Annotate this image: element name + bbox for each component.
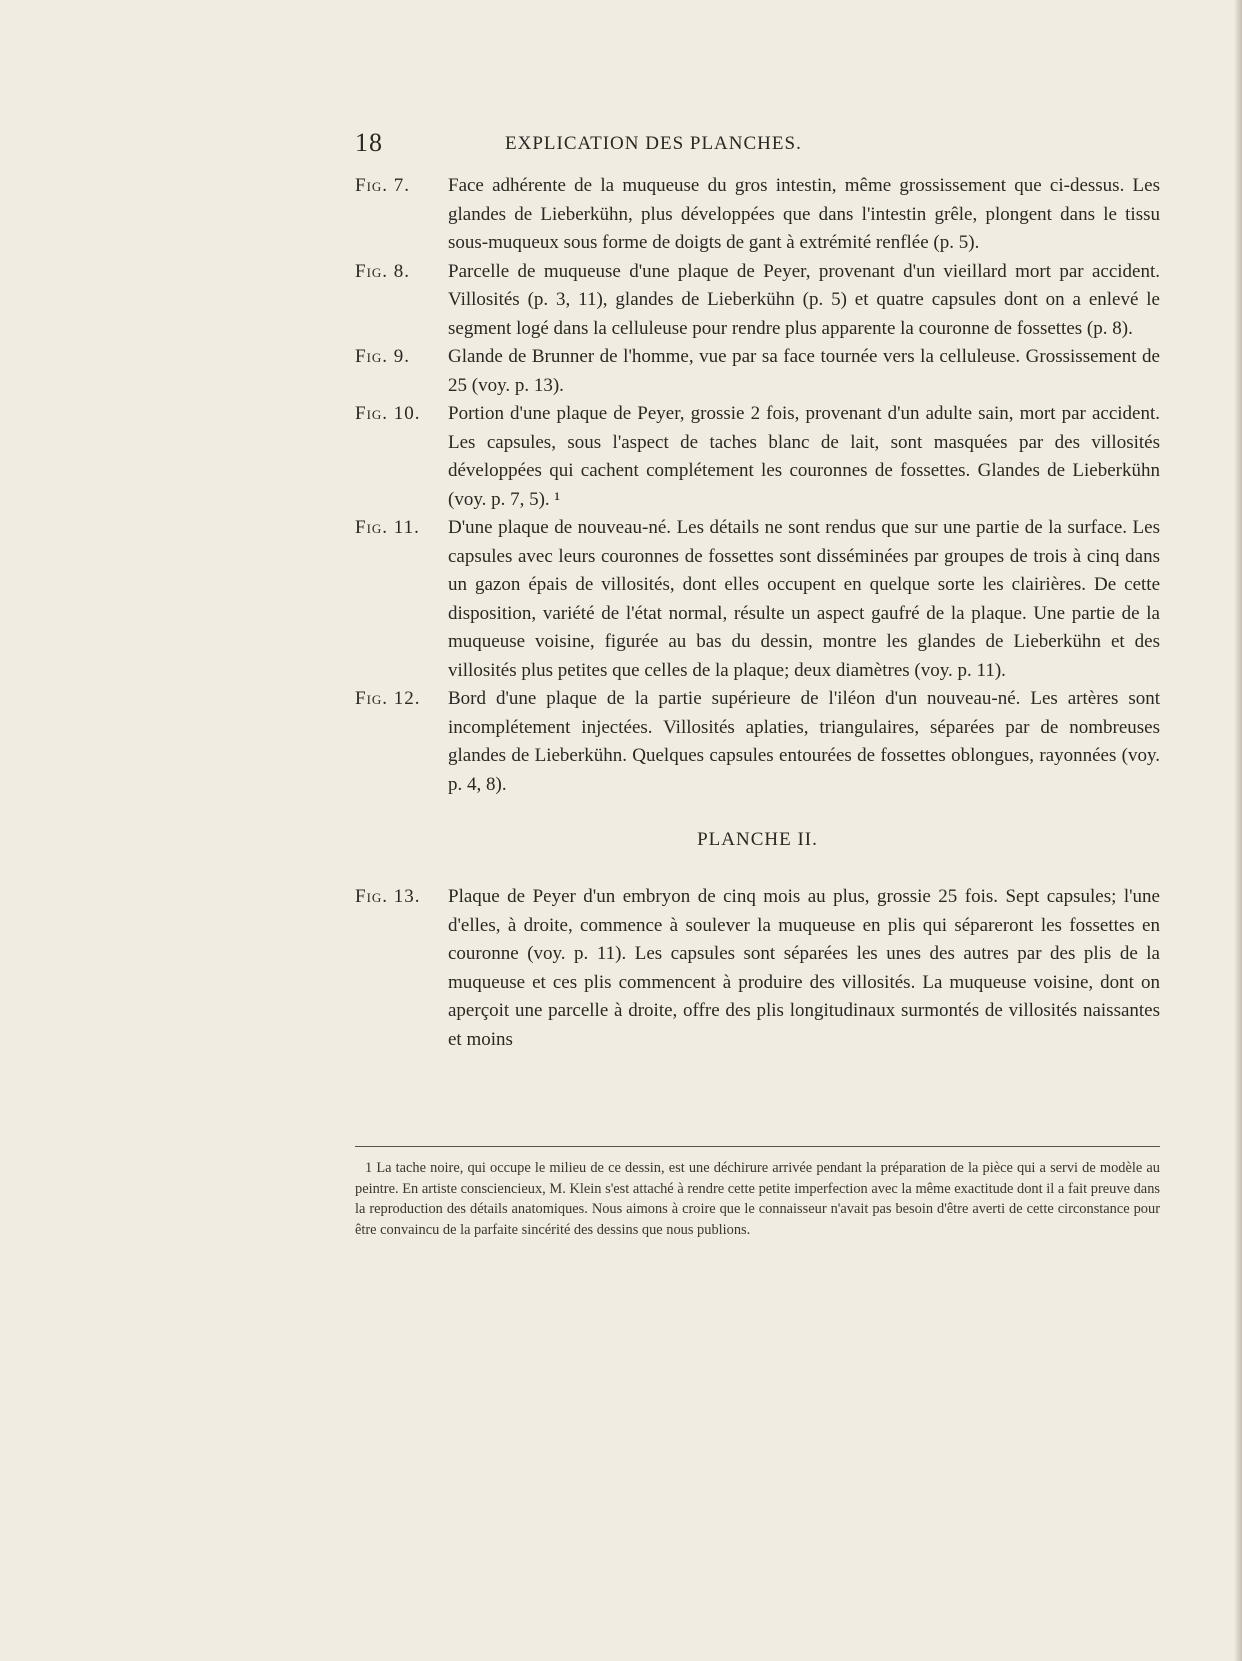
- figure-entry: [355, 514, 1160, 685]
- figure-description: Bord d'une plaque de la partie supérieure de l'iléon d'un nouveau-né. Les artères sont incomplétement injectées. Villosités aplaties, triangulaires, séparées par de nombreuses glandes de Lieberkühn. Quelques capsules entourées de fossettes oblongues, rayonnées (voy. p. 4, 8).: [448, 688, 1160, 795]
- page-edge-shadow: [1234, 0, 1242, 1661]
- figure-description: Glande de Brunner de l'homme, vue par sa face tournée vers la celluleuse. Grossissement de 25 (voy. p. 13).: [448, 346, 1160, 396]
- figure-label: Fig. 8.: [355, 260, 411, 282]
- figure-label: Fig. 12.: [355, 688, 421, 709]
- figure-entry: [355, 400, 1160, 514]
- figure-entries: [355, 172, 1160, 1054]
- figure-label: Fig. 7.: [355, 175, 411, 196]
- running-head-title: EXPLICATION DES PLANCHES.: [505, 133, 802, 154]
- figure-entry: [355, 883, 1160, 1054]
- footnote: 1 La tache noire, qui occupe le milieu de ce dessin, est une déchirure arrivée pendant la préparation de la pièce qui a servi de modèle au peintre. En artiste consciencieux, M. Klein s'est attaché à rendre cette petite imperfection avec la même exactitude dont il a fait preuve dans la reproduction des détails anatomiques. Nous aimons à croire que le connaisseur n'avait pas besoin d'être averti de cette circonstance pour être convaincu de la parfaite sincérité des dessins que nous publions.: [355, 1160, 1160, 1238]
- footnote-divider: [355, 1146, 1160, 1147]
- figure-entry: [355, 343, 1160, 400]
- figure-description: Plaque de Peyer d'un embryon de cinq mois au plus, grossie 25 fois. Sept capsules; l'une d'elles, à droite, commence à soulever la muqueuse en plis qui sépareront les fossettes en couronne (voy. p. 11). Les capsules sont séparées les unes des autres par des plis de la muqueuse et ces plis commencent à produire des villosités. La muqueuse voisine, dont on aperçoit une parcelle à droite, offre des plis longitudinaux surmontés de villosités naissantes et moins: [448, 886, 1160, 1050]
- section-heading: PLANCHE II.: [697, 829, 818, 850]
- figure-description: Portion d'une plaque de Peyer, grossie 2 fois, provenant d'un adulte sain, mort par accident. Les capsules, sous l'aspect de taches blanc de lait, sont masquées par des villosités développées qui cachent complétement les couronnes de fossettes. Glandes de Lieberkühn (voy. p. 7, 5). ¹: [448, 403, 1160, 510]
- figure-description: Parcelle de muqueuse d'une plaque de Peyer, provenant d'un vieillard mort par accident. Villosités (p. 3, 11), glandes de Lieberkühn (p. 5) et quatre capsules dont on a enlevé le segment logé dans la celluleuse pour rendre plus apparente la couronne de fossettes (p. 8).: [448, 260, 1160, 339]
- figure-description: D'une plaque de nouveau-né. Les détails ne sont rendus que sur une partie de la surface. Les capsules avec leurs couronnes de fossettes sont disséminées par groupes de trois à cinq dans un gazon épais de villosités, dont elles occupent en quelque sorte les clairières. De cette disposition, variété de l'état normal, résulte un aspect gaufré de la plaque. Une partie de la muqueuse voisine, figurée au bas du dessin, montre les glandes de Lieberkühn et des villosités plus petites que celles de la plaque; deux diamètres (voy. p. 11).: [448, 517, 1160, 681]
- figure-label: Fig. 9.: [355, 346, 411, 367]
- figure-entry: [355, 258, 1160, 344]
- figure-entry: [355, 172, 1160, 258]
- figure-entry: [355, 685, 1160, 799]
- page-number: 18: [355, 128, 383, 157]
- figure-description: Face adhérente de la muqueuse du gros intestin, même grossissement que ci-dessus. Les glandes de Lieberkühn, plus développées que dans l'intestin grêle, plongent dans le tissu sous-muqueux sous forme de doigts de gant à extrémité renflée (p. 5).: [448, 175, 1160, 253]
- figure-label: Fig. 11.: [355, 517, 420, 538]
- running-head: [355, 128, 1175, 158]
- figure-label: Fig. 13.: [355, 886, 421, 907]
- figure-label: Fig. 10.: [355, 403, 421, 424]
